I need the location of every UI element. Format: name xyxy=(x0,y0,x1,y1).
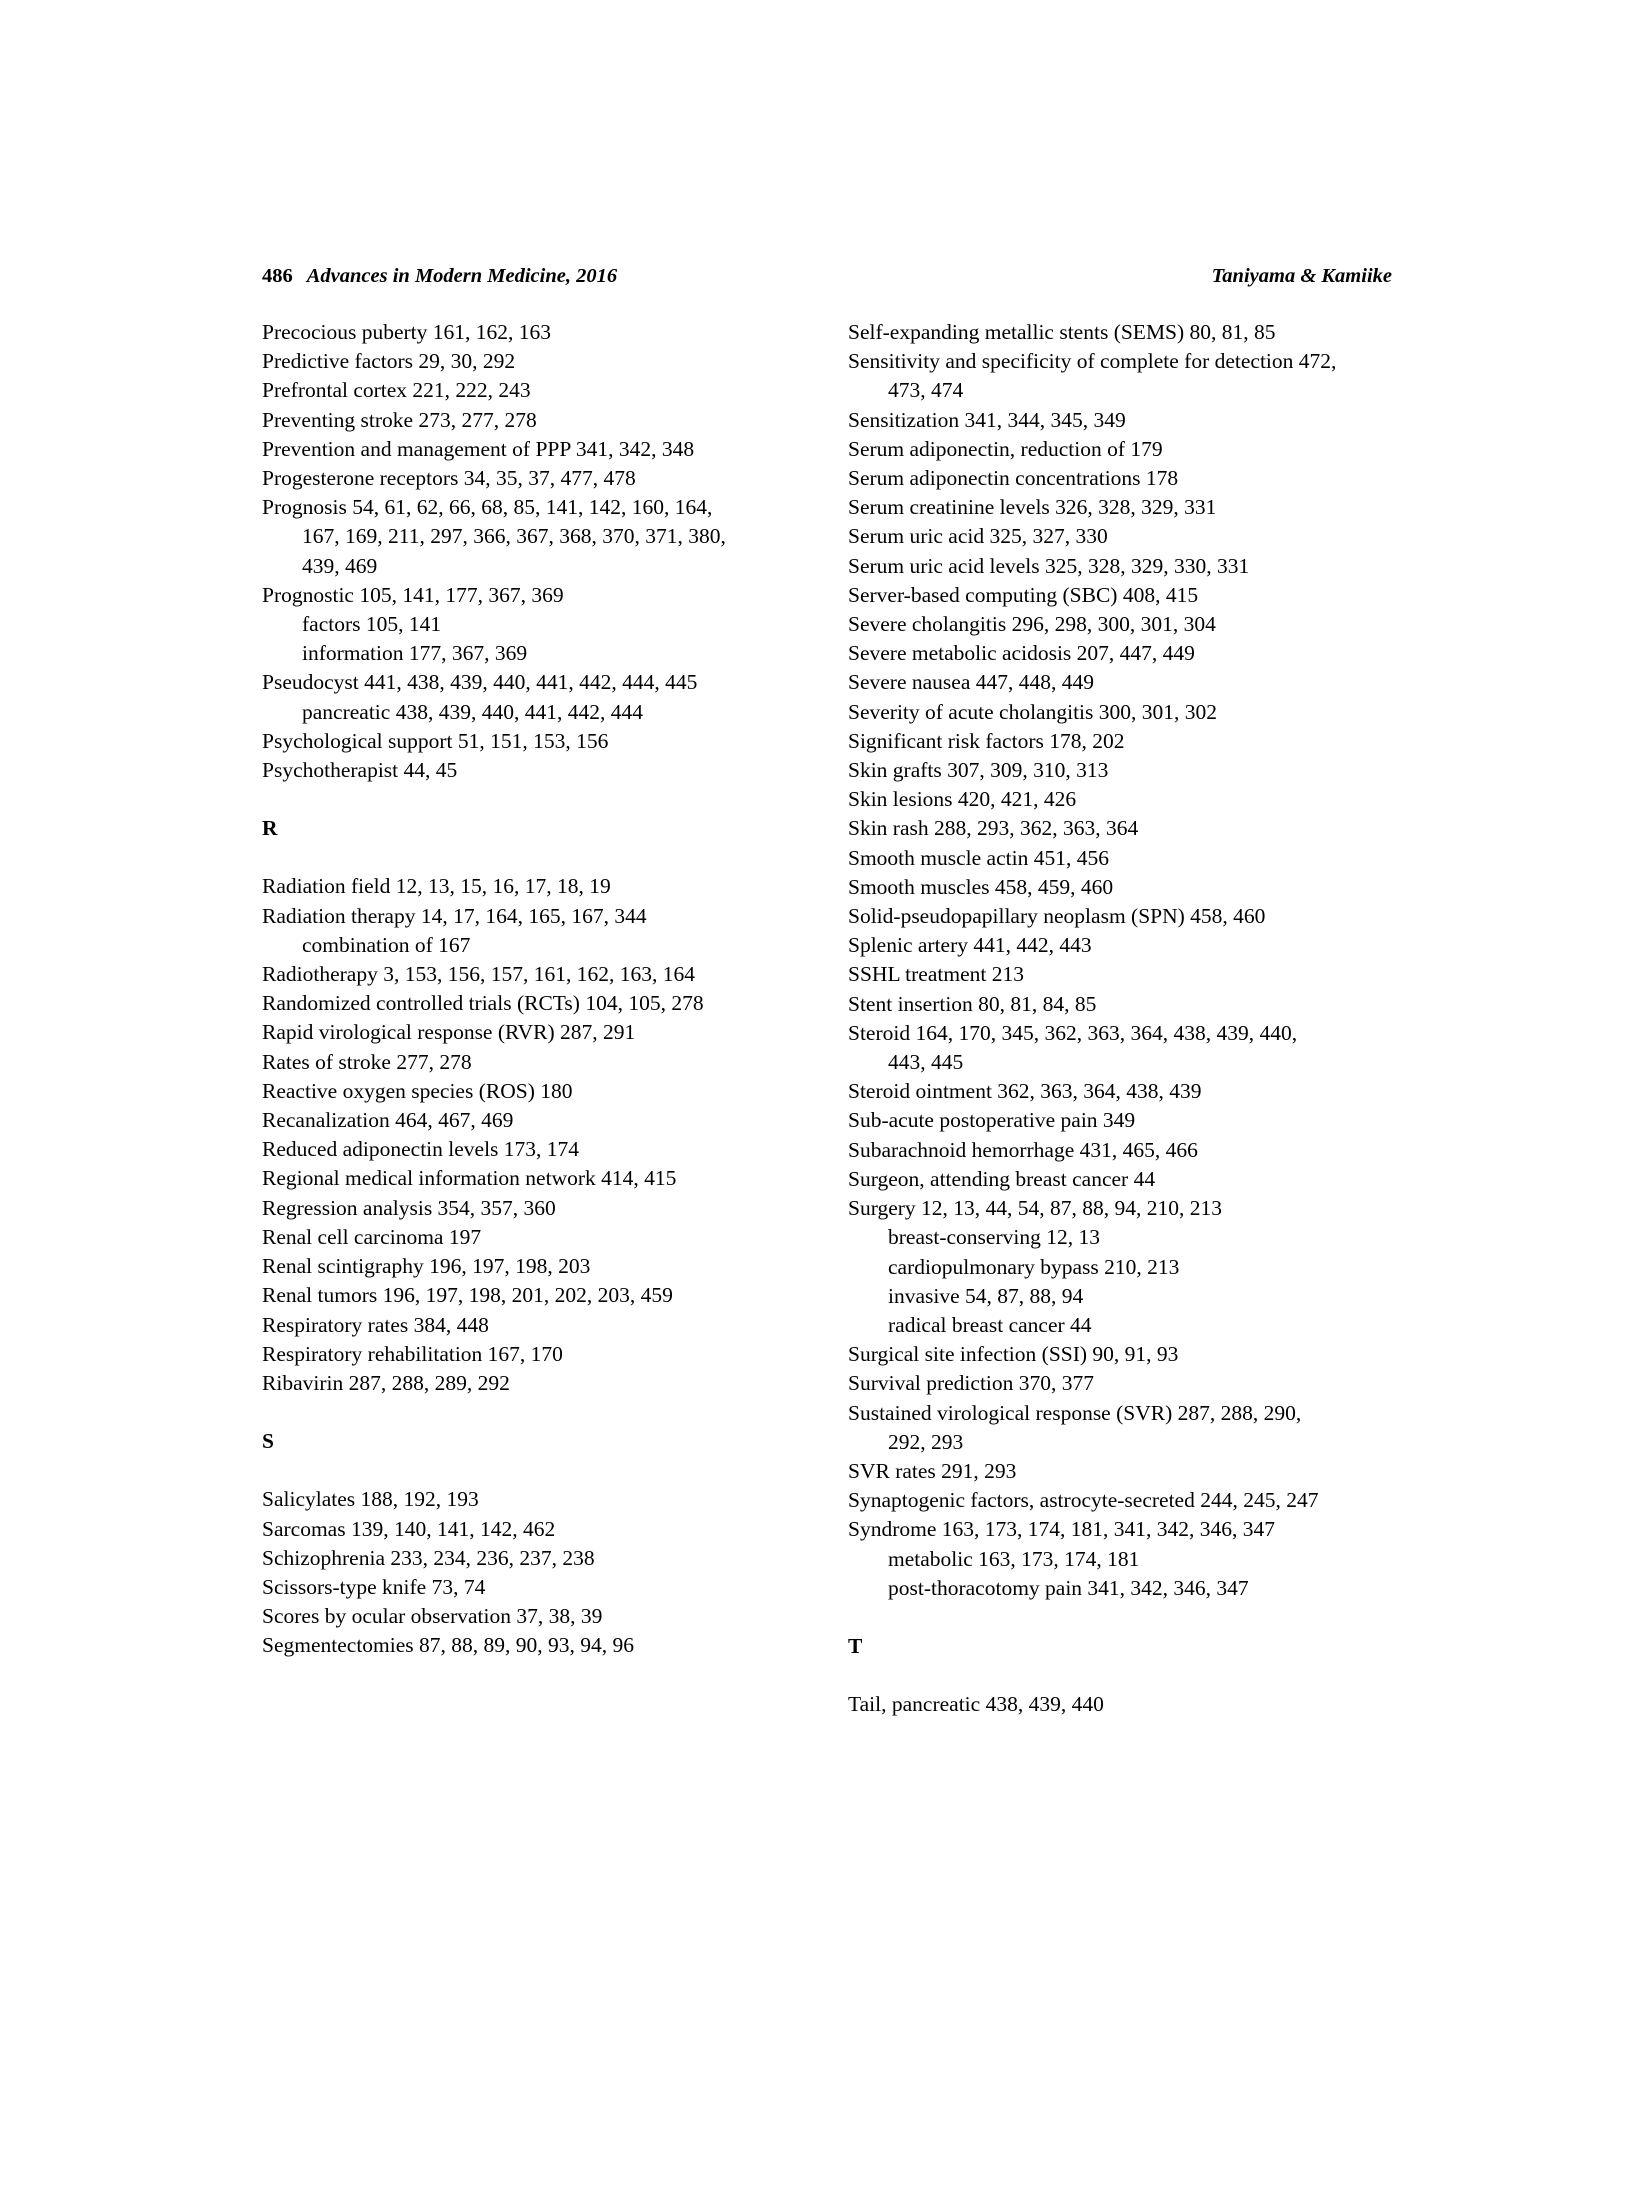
index-entry: Smooth muscle actin 451, 456 xyxy=(848,845,1109,870)
index-entry: Serum creatinine levels 326, 328, 329, 331 xyxy=(848,495,1217,520)
index-entry: Regional medical information network 414, 415 xyxy=(262,1166,677,1191)
index-entry: Reactive oxygen species (ROS) 180 xyxy=(262,1078,573,1103)
index-entry: Progesterone receptors 34, 35, 37, 477, 478 xyxy=(262,466,636,491)
index-entry: SSHL treatment 213 xyxy=(848,962,1024,987)
index-entry: Prevention and management of PPP 341, 342, 348 xyxy=(262,436,695,461)
index-entry: Prognosis 54, 61, 62, 66, 68, 85, 141, 142, 160, 164, 167, 169, 211, 297, 366, 367, 368, 370, 371, 380, 439, 469 xyxy=(262,495,726,578)
index-entry: Psychological support 51, 151, 153, 156 xyxy=(262,728,609,753)
index-entry: Surgical site infection (SSI) 90, 91, 93 xyxy=(848,1342,1179,1367)
index-entry: Rapid virological response (RVR) 287, 291 xyxy=(262,1020,636,1045)
index-entry: Radiotherapy 3, 153, 156, 157, 161, 162, 163, 164 xyxy=(262,962,695,987)
index-entry: Respiratory rehabilitation 167, 170 xyxy=(262,1341,563,1366)
index-entry: Salicylates 188, 192, 193 xyxy=(262,1487,479,1512)
index-entry: Sub-acute postoperative pain 349 xyxy=(848,1108,1136,1133)
index-entry: Radiation field 12, 13, 15, 16, 17, 18, 19 xyxy=(262,874,611,899)
index-entry: Renal cell carcinoma 197 xyxy=(262,1224,482,1249)
index-entry: Sensitization 341, 344, 345, 349 xyxy=(848,407,1126,432)
index-entry: Self-expanding metallic stents (SEMS) 80, 81, 85 xyxy=(848,320,1276,344)
index-entry: Renal tumors 196, 197, 198, 201, 202, 203, 459 xyxy=(262,1283,673,1308)
index-entry: Preventing stroke 273, 277, 278 xyxy=(262,407,537,432)
index-entry: Respiratory rates 384, 448 xyxy=(262,1312,489,1337)
index-entry: Schizophrenia 233, 234, 236, 237, 238 xyxy=(262,1545,595,1570)
index-entry: Serum uric acid 325, 327, 330 xyxy=(848,524,1108,549)
index-entry: Smooth muscles 458, 459, 460 xyxy=(848,874,1114,899)
index-entry: Serum adiponectin, reduction of 179 xyxy=(848,436,1163,461)
index-entry: Regression analysis 354, 357, 360 xyxy=(262,1195,556,1220)
running-head-authors: Taniyama & Kamiike xyxy=(1211,265,1392,287)
index-subentry: post-thoracotomy pain 341, 342, 346, 347 xyxy=(888,1575,1249,1600)
index-entry: Steroid ointment 362, 363, 364, 438, 439 xyxy=(848,1079,1202,1104)
index-entry: Randomized controlled trials (RCTs) 104, 105, 278 xyxy=(262,991,704,1016)
index-entry: Rates of stroke 277, 278 xyxy=(262,1049,472,1074)
index-entry: Surgery 12, 13, 44, 54, 87, 88, 94, 210, 213 xyxy=(848,1196,1223,1221)
index-entry: Segmentectomies 87, 88, 89, 90, 93, 94, 96 xyxy=(262,1633,635,1658)
index-entry: Severe cholangitis 296, 298, 300, 301, 304 xyxy=(848,612,1216,637)
index-subentry: combination of 167 xyxy=(302,932,471,957)
index-entry: Skin lesions 420, 421, 426 xyxy=(848,787,1077,812)
index-entry: Recanalization 464, 467, 469 xyxy=(262,1108,514,1133)
index-entry: Ribavirin 287, 288, 289, 292 xyxy=(262,1370,510,1395)
index-entry: Syndrome 163, 173, 174, 181, 341, 342, 346, 347 xyxy=(848,1517,1276,1542)
index-entry: Skin grafts 307, 309, 310, 313 xyxy=(848,758,1109,783)
index-entry: Splenic artery 441, 442, 443 xyxy=(848,933,1092,958)
index-entry: Steroid 164, 170, 345, 362, 363, 364, 438, 439, 440, 443, 445 xyxy=(848,1020,1298,1075)
running-head-left xyxy=(262,265,617,288)
index-entry: Serum adiponectin concentrations 178 xyxy=(848,466,1179,491)
page-folio: 486 xyxy=(262,265,293,287)
index-entry: Reduced adiponectin levels 173, 174 xyxy=(262,1137,580,1162)
index-entry: Sensitivity and specificity of complete for detection 472, 473, 474 xyxy=(848,349,1337,403)
index-columns xyxy=(262,318,1402,1878)
index-entry: Tail, pancreatic 438, 439, 440 xyxy=(848,1692,1104,1717)
index-subentry: breast-conserving 12, 13 xyxy=(888,1225,1100,1250)
index-entry: Severity of acute cholangitis 300, 301, 302 xyxy=(848,699,1218,724)
index-entry: Subarachnoid hemorrhage 431, 465, 466 xyxy=(848,1137,1198,1162)
index-entry: Severe metabolic acidosis 207, 447, 449 xyxy=(848,641,1195,666)
index-entry: Survival prediction 370, 377 xyxy=(848,1371,1095,1396)
index-entry: Prognostic 105, 141, 177, 367, 369 xyxy=(262,582,564,607)
index-entry: Stent insertion 80, 81, 84, 85 xyxy=(848,991,1097,1016)
index-entry: Predictive factors 29, 30, 292 xyxy=(262,349,516,374)
index-subentry: pancreatic 438, 439, 440, 441, 442, 444 xyxy=(302,699,643,724)
index-entry: Sustained virological response (SVR) 287, 288, 290, 292, 293 xyxy=(848,1400,1302,1454)
index-entry: Sarcomas 139, 140, 141, 142, 462 xyxy=(262,1516,556,1541)
index-letter-heading: R xyxy=(262,816,278,841)
index-entry: Pseudocyst 441, 438, 439, 440, 441, 442, 444, 445 xyxy=(262,670,698,695)
index-entry: Scissors-type knife 73, 74 xyxy=(262,1574,486,1599)
index-subentry: radical breast cancer 44 xyxy=(888,1312,1092,1337)
index-entry: SVR rates 291, 293 xyxy=(848,1458,1017,1483)
index-letter-heading: S xyxy=(262,1429,274,1454)
index-entry: Surgeon, attending breast cancer 44 xyxy=(848,1166,1156,1191)
running-head xyxy=(262,265,1392,288)
index-subentry: cardiopulmonary bypass 210, 213 xyxy=(888,1254,1180,1279)
index-entry: Radiation therapy 14, 17, 164, 165, 167, 344 xyxy=(262,903,647,928)
book-title: Advances in Modern Medicine, 2016 xyxy=(306,265,618,287)
index-entry: Precocious puberty 161, 162, 163 xyxy=(262,320,552,344)
index-entry: Synaptogenic factors, astrocyte-secreted 244, 245, 247 xyxy=(848,1488,1319,1513)
index-entry: Serum uric acid levels 325, 328, 329, 330, 331 xyxy=(848,553,1250,578)
index-entry: Significant risk factors 178, 202 xyxy=(848,728,1125,753)
index-letter-heading: T xyxy=(848,1633,863,1658)
index-subentry: factors 105, 141 xyxy=(302,612,442,637)
index-entry: Server-based computing (SBC) 408, 415 xyxy=(848,582,1199,607)
index-entry: Scores by ocular observation 37, 38, 39 xyxy=(262,1604,603,1629)
index-entry: Psychotherapist 44, 45 xyxy=(262,758,458,783)
index-entry: Renal scintigraphy 196, 197, 198, 203 xyxy=(262,1254,591,1279)
index-subentry: metabolic 163, 173, 174, 181 xyxy=(888,1546,1140,1571)
index-subentry: information 177, 367, 369 xyxy=(302,641,528,666)
index-entry: Skin rash 288, 293, 362, 363, 364 xyxy=(848,816,1139,841)
index-subentry: invasive 54, 87, 88, 94 xyxy=(888,1283,1084,1308)
index-entry: Severe nausea 447, 448, 449 xyxy=(848,670,1094,695)
index-column-left xyxy=(262,318,754,1661)
index-entry: Solid-pseudopapillary neoplasm (SPN) 458, 460 xyxy=(848,904,1266,929)
index-entry: Prefrontal cortex 221, 222, 243 xyxy=(262,378,531,403)
index-column-right xyxy=(848,318,1340,1719)
